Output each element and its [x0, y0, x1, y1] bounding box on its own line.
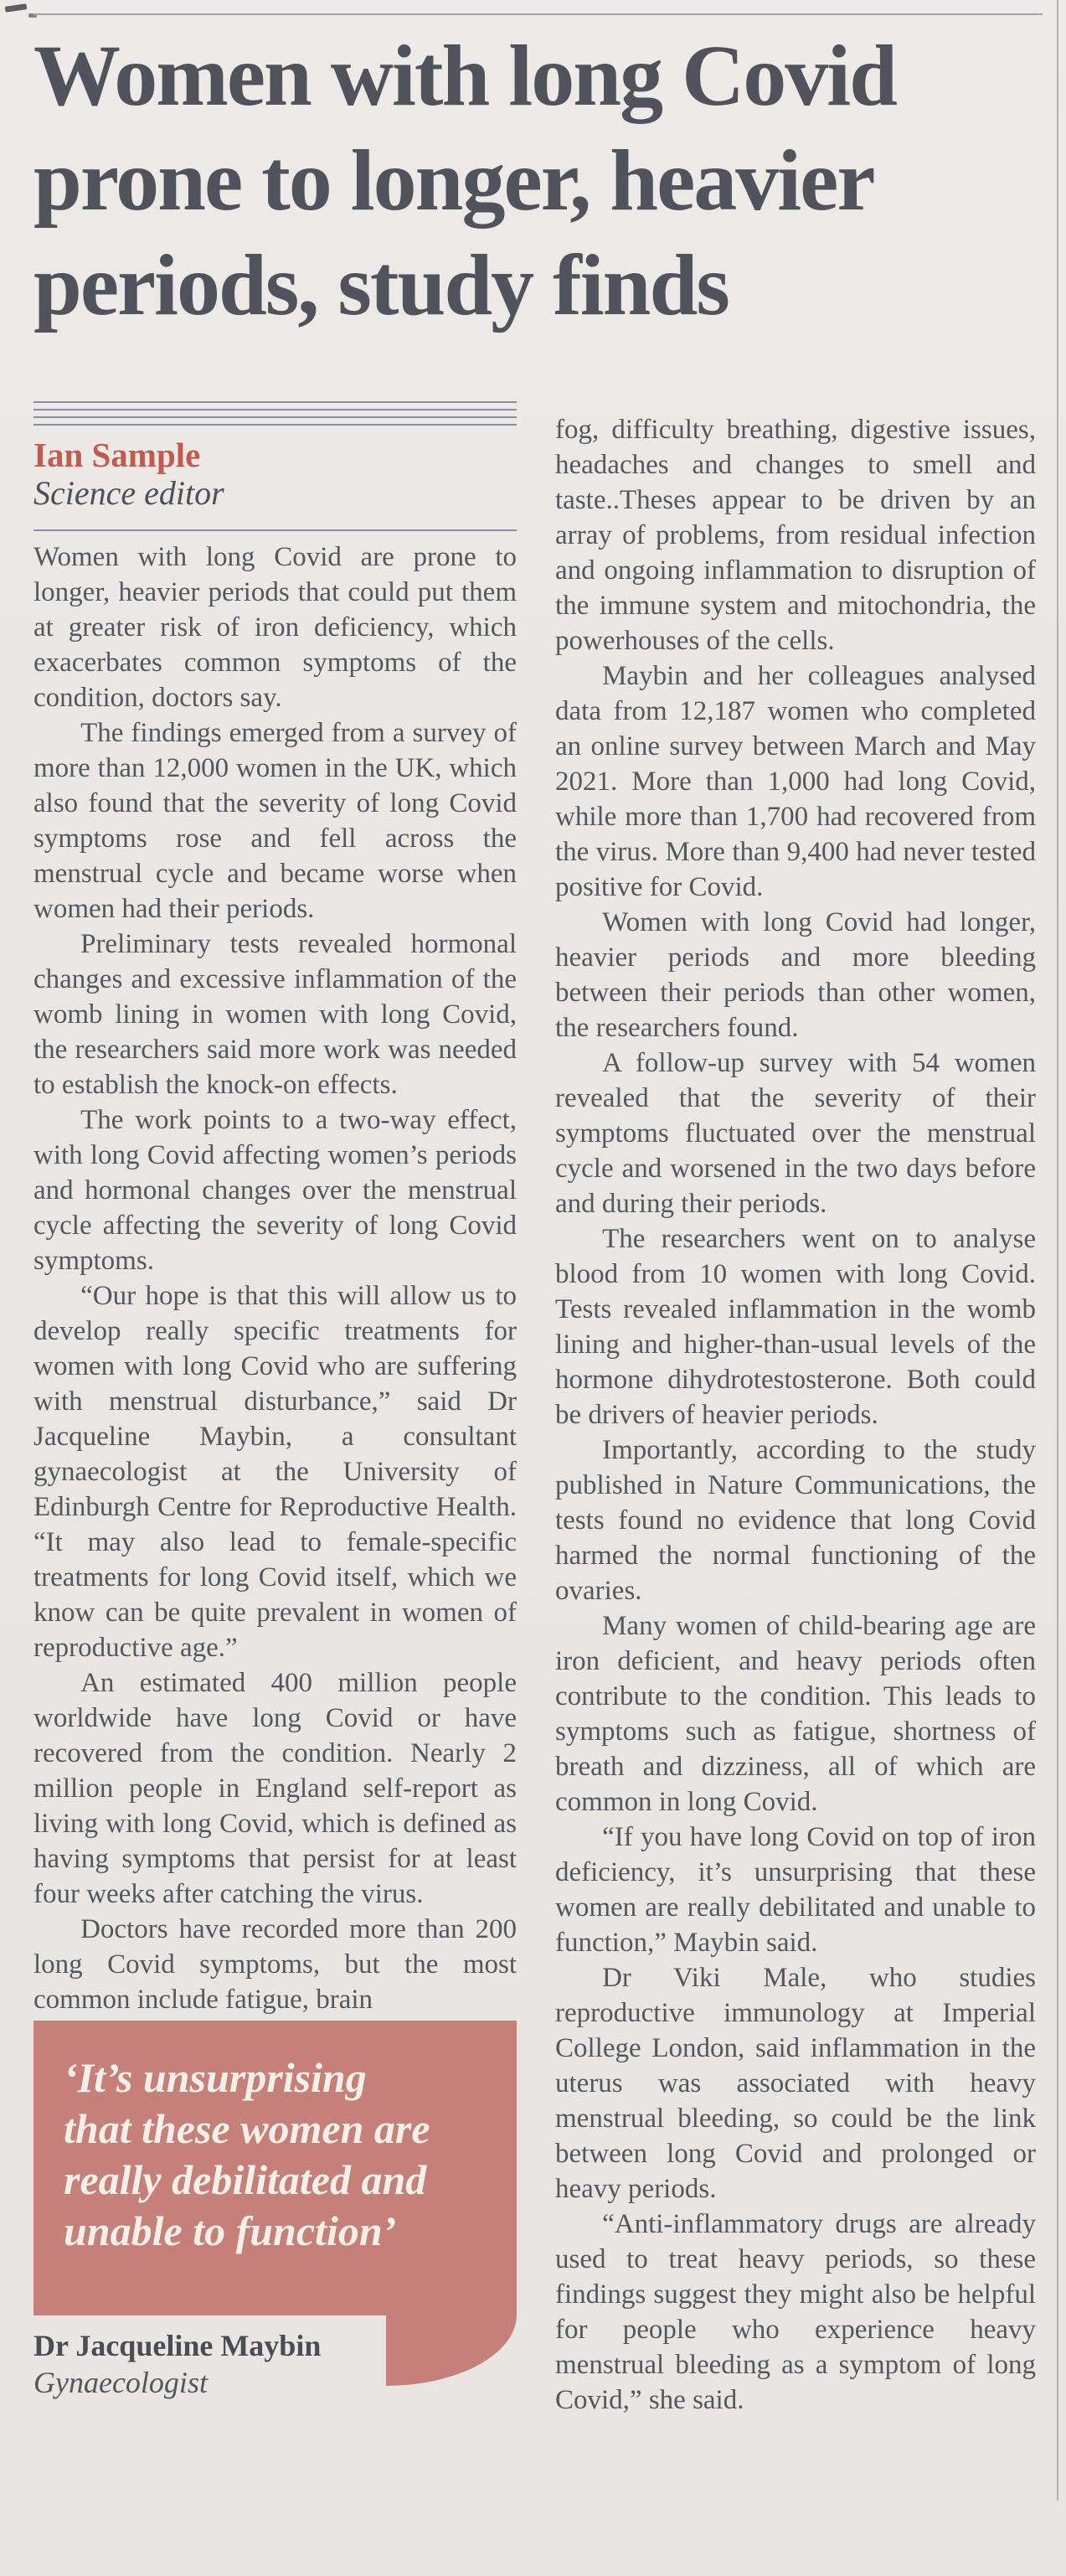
attribution-role: Gynaecologist	[33, 2366, 208, 2399]
byline-separator-rules	[33, 401, 517, 426]
top-rule	[33, 13, 1043, 15]
column-divider-rule	[1057, 0, 1058, 2501]
body-paragraph: Importantly, according to the study published in Nature Communications, the tests found no evidence that long Covid harmed the normal functioning of the ovaries.	[555, 1435, 1036, 1606]
body-paragraph: “If you have long Covid on top of iron deficiency, it’s unsurprising that these women are really debilitated and unable to function,” Maybin said.	[555, 1822, 1036, 1958]
right-column-text	[555, 412, 1036, 2418]
body-paragraph: Women with long Covid are prone to longer, heavier periods that could put them at greater risk of iron deficiency, which exacerbates common symptoms of the condition, doctors say.	[33, 542, 517, 713]
byline-bottom-rule	[33, 529, 517, 531]
body-paragraph: A follow-up survey with 54 women revealed that the severity of their symptoms fluctuated over the menstrual cycle and worsened in the two days before and during their periods.	[555, 1048, 1036, 1219]
pull-quote-bubble	[33, 2021, 517, 2315]
body-paragraph: “Our hope is that this will allow us to develop really specific treatments for women with long Covid who are suffering with menstrual disturbance,” said Dr Jacqueline Maybin, a consultant gynaecologist at the University of Edinburgh Centre for Reproductive Health. “It may also lead to female-specific treatments for long Covid itself, which we know can be quite prevalent in women of reproductive age.”	[33, 1281, 517, 1663]
left-column-text	[33, 539, 517, 2017]
article-columns	[33, 401, 1043, 2418]
headline-line: Women with long Covid	[33, 28, 896, 124]
scan-speck	[5, 3, 28, 13]
body-paragraph: The researchers went on to analyse blood from 10 women with long Covid. Tests revealed inflammation in the womb lining and higher-than-usual levels of the hormone dihydrotestosterone. Both could be drivers of heavier periods.	[555, 1224, 1036, 1430]
byline-role: Science editor	[33, 474, 224, 512]
body-paragraph: Many women of child-bearing age are iron deficient, and heavy periods often contribute to the condition. This leads to symptoms such as fatigue, shortness of breath and dizziness, all of which are common in long Covid.	[555, 1611, 1036, 1817]
body-paragraph: Women with long Covid had longer, heavier periods and more bleeding between their periods than other women, the researchers found.	[555, 907, 1036, 1043]
pull-quote-line: that these women are	[64, 2105, 430, 2152]
body-paragraph: An estimated 400 million people worldwide have long Covid or have recovered from the condition. Nearly 2 million people in England self-report as living with long Covid, which is defined as having symptoms that persist for at least four weeks after catching the virus.	[33, 1668, 517, 1909]
headline-line: periods, study finds	[33, 237, 729, 333]
speech-bubble-tail	[386, 2315, 517, 2386]
headline-line: prone to longer, heavier	[33, 132, 874, 229]
attribution-name: Dr Jacqueline Maybin	[33, 2329, 322, 2362]
article	[33, 13, 1043, 2418]
body-paragraph: Dr Viki Male, who studies reproductive immunology at Imperial College London, said inflammation in the uterus was associated with heavy menstrual bleeding, so could be the link between long Covid and prolonged or heavy periods.	[555, 1963, 1036, 2204]
body-paragraph: The findings emerged from a survey of more than 12,000 women in the UK, which also found that the severity of long Covid symptoms rose and fell across the menstrual cycle and became worse when women had their periods.	[33, 718, 517, 924]
body-paragraph: Maybin and her colleagues analysed data from 12,187 women who completed an online survey between March and May 2021. More than 1,000 had long Covid, while more than 1,700 had recovered from the virus. More than 9,400 had never tested positive for Covid.	[555, 661, 1036, 902]
body-paragraph: “Anti-inflammatory drugs are already used to treat heavy periods, so these findings suggest they might also be helpful for people who experience heavy menstrual bleeding as a symptom of long Covid,” she said.	[555, 2209, 1036, 2415]
body-paragraph: The work points to a two-way effect, with long Covid affecting women’s periods and hormonal changes over the menstrual cycle affecting the severity of long Covid symptoms.	[33, 1105, 517, 1276]
pull-quote-line: unable to function’	[64, 2207, 397, 2254]
pull-quote-line: really debilitated and	[64, 2156, 427, 2203]
body-paragraph: Doctors have recorded more than 200 long Covid symptoms, but the most common include fatigue, brain	[33, 1914, 517, 2015]
pull-quote-attribution	[33, 2327, 368, 2401]
body-paragraph: Preliminary tests revealed hormonal changes and excessive inflammation of the womb lining in women with long Covid, the researchers said more work was needed to establish the knock-on effects.	[33, 929, 517, 1100]
article-headline	[33, 23, 1043, 338]
body-paragraph: fog, difficulty breathing, digestive issues, headaches and changes to smell and taste..Theses appear to be driven by an array of problems, from residual infection and ongoing inflammation to disruption of the immune system and mitochondria, the powerhouses of the cells.	[555, 415, 1036, 656]
left-column	[33, 401, 517, 2418]
pull-quote-line: ‘It’s unsurprising	[64, 2054, 367, 2101]
byline-author: Ian Sample	[33, 436, 201, 474]
right-column	[555, 401, 1036, 2418]
